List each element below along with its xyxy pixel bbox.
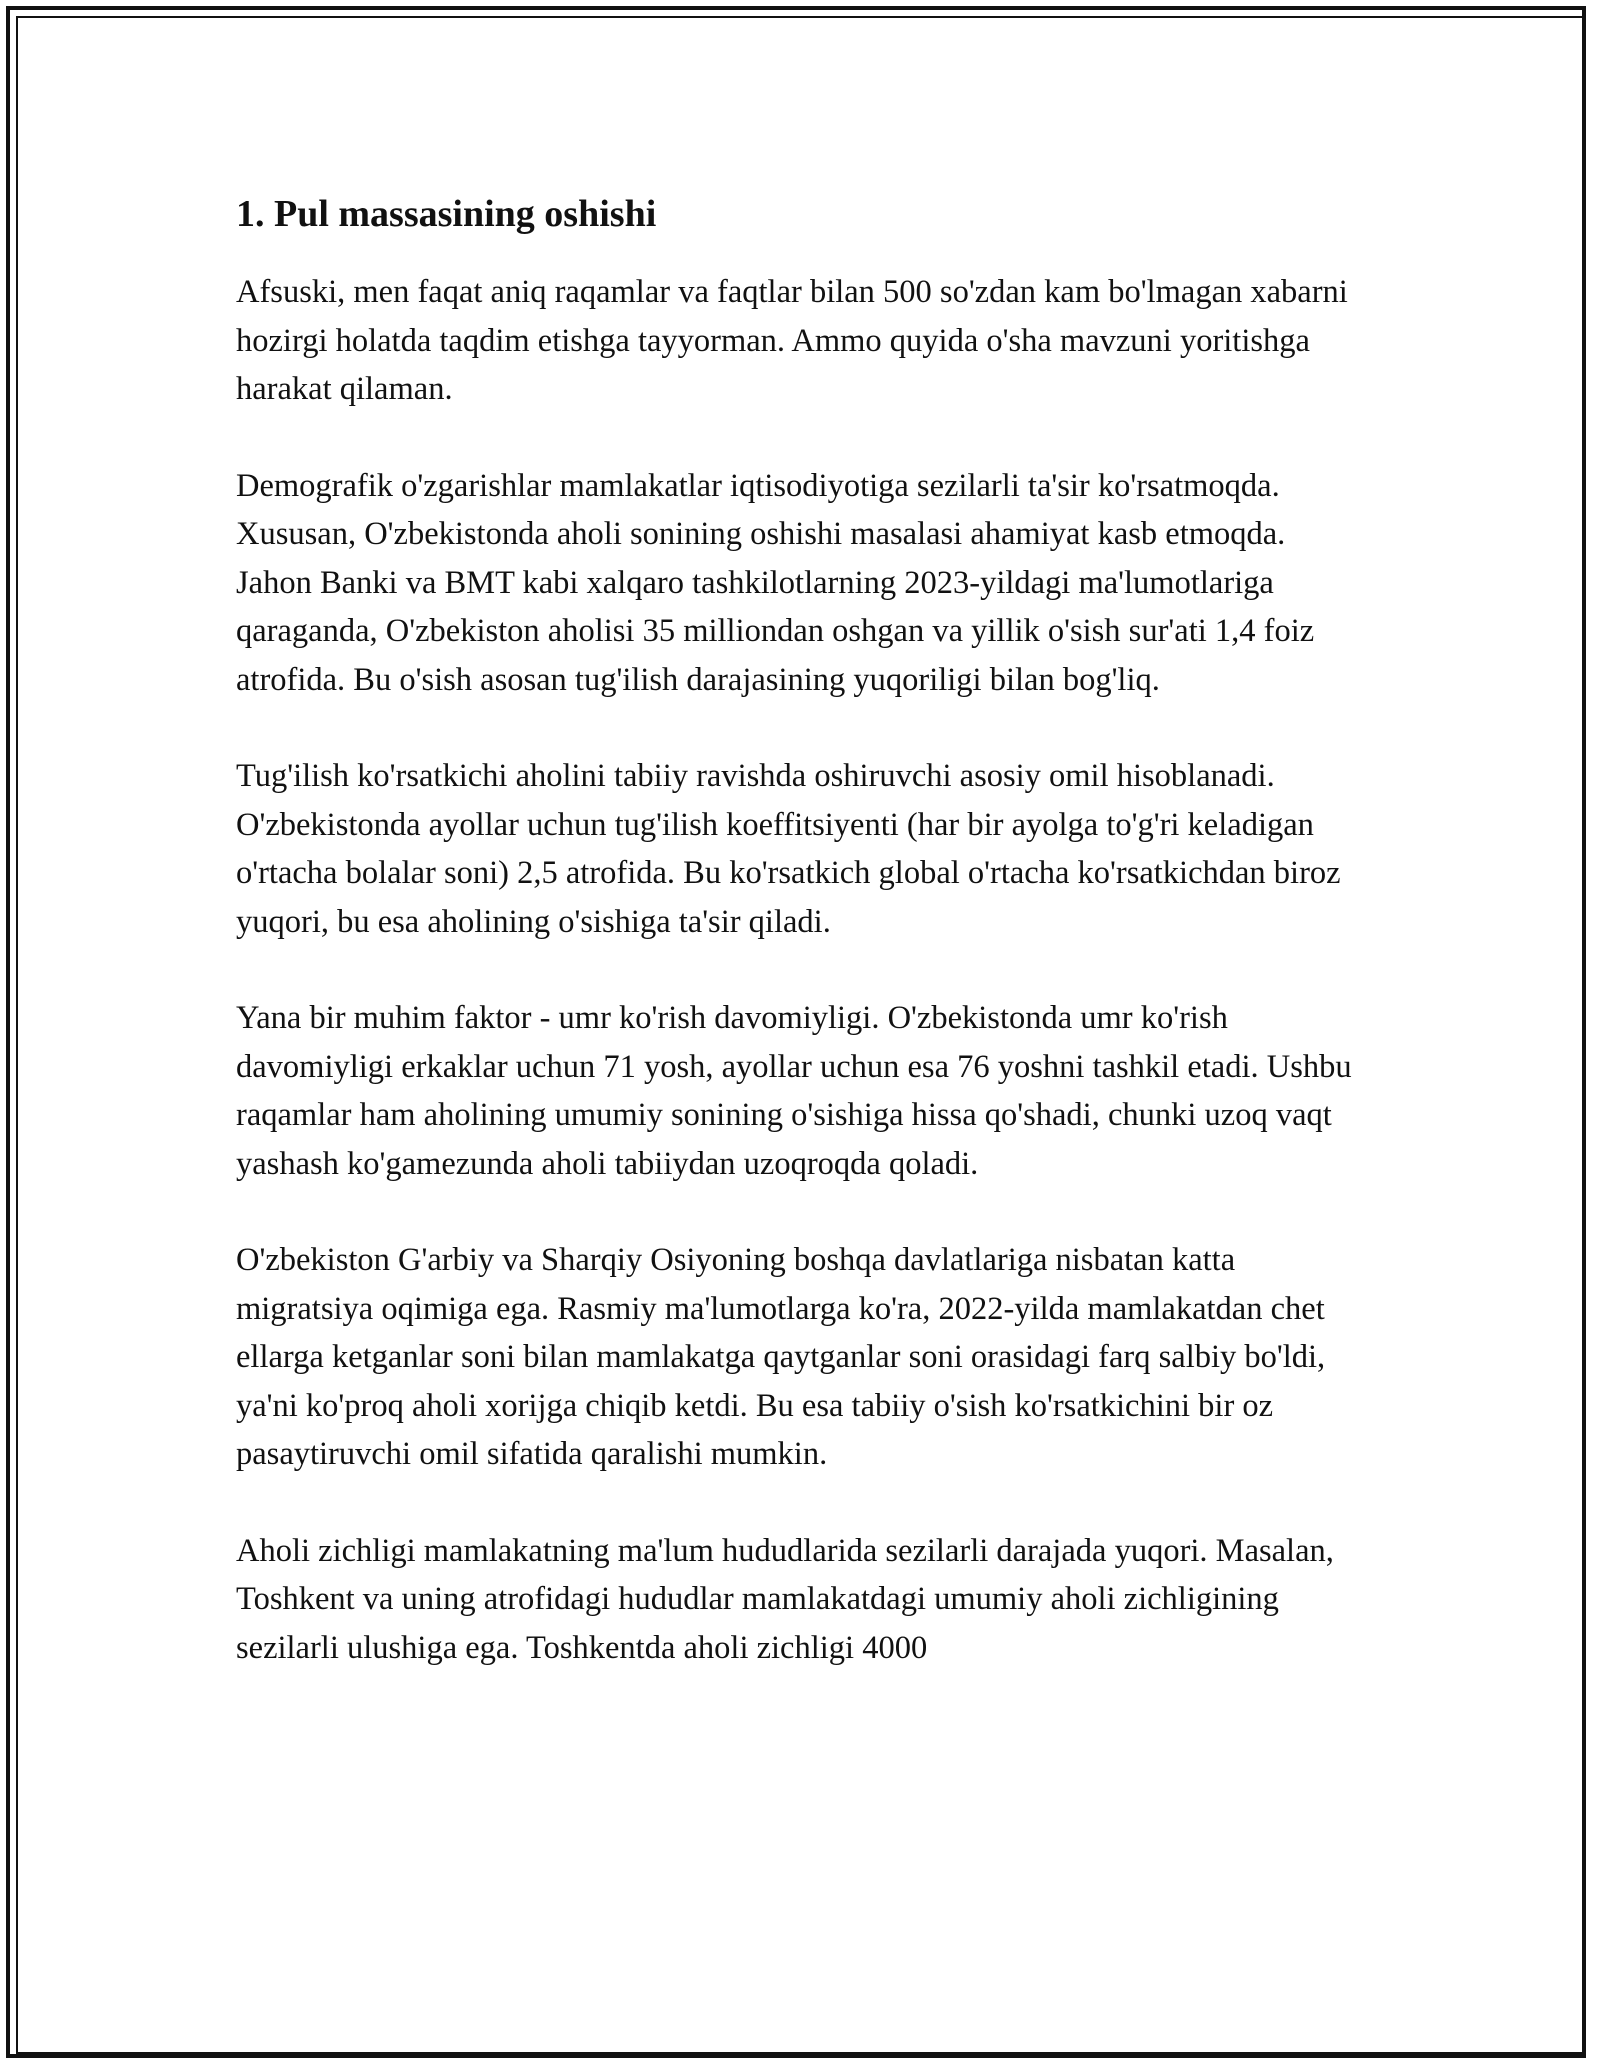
paragraph-birth-rate: Tug'ilish ko'rsatkichi aholini tabiiy ravishda oshiruvchi asosiy omil hisoblanadi. O'zbekistonda ayollar uchun tug'ilish koeffitsiyenti (har bir ayolga to'g'ri keladigan o'rtacha bolalar soni) 2,5 atrofida. Bu ko'rsatkich global o'rtacha ko'rsatkichdan biroz yuqori, bu esa aholining o'sishiga ta'sir qiladi. bbox=[236, 758, 1341, 940]
paragraph-population-density: Aholi zichligi mamlakatning ma'lum hududlarida sezilarli darajada yuqori. Masalan, Toshkent va uning atrofidagi hududlar mamlakatdagi umumiy aholi zichligining sezilarli ulushiga ega. Toshkentda aholi zichligi 4000 bbox=[236, 1532, 1334, 1666]
paragraph-migration: O'zbekiston G'arbiy va Sharqiy Osiyoning boshqa davlatlariga nisbatan katta migratsiya oqimiga ega. Rasmiy ma'lumotlarga ko'ra, 2022-yilda mamlakatdan chet ellarga ketganlar soni bilan mamlakatga qaytganlar soni orasidagi farq salbiy bo'ldi, ya'ni ko'proq aholi xorijga chiqib ketdi. Bu esa tabiiy o'sish ko'rsatkichini bir oz pasaytiruvchi omil sifatida qaralishi mumkin. bbox=[236, 1242, 1326, 1472]
paragraph-intro: Afsuski, men faqat aniq raqamlar va faqtlar bilan 500 so'zdan kam bo'lmagan xabarni hozirgi holatda taqdim etishga tayyorman. Ammo quyida o'sha mavzuni yoritishga harakat qilaman. bbox=[236, 274, 1348, 407]
paragraph-demographic-changes: Demografik o'zgarishlar mamlakatlar iqtisodiyotiga sezilarli ta'sir ko'rsatmoqda. Xususan, O'zbekistonda aholi sonining oshishi masalasi ahamiyat kasb etmoqda. Jahon Banki va BMT kabi xalqaro tashkilotlarning 2023-yildagi ma'lumotlariga qaraganda, O'zbekiston aholisi 35 milliondan oshgan va yillik o'sish sur'ati 1,4 foiz atrofida. Bu o'sish asosan tug'ilish darajasining yuqoriligi bilan bog'liq. bbox=[236, 467, 1315, 698]
paragraph-life-expectancy: Yana bir muhim faktor - umr ko'rish davomiyligi. O'zbekistonda umr ko'rish davomiyligi erkaklar uchun 71 yosh, ayollar uchun esa 76 yoshni tashkil etadi. Ushbu raqamlar ham aholining umumiy sonining o'sishiga hissa qo'shadi, chunki uzoq vaqt yashash ko'gamezunda aholi tabiiydan uzoqroqda qoladi. bbox=[236, 1000, 1352, 1182]
document-body bbox=[236, 186, 1366, 1672]
section-heading: 1. Pul massasining oshishi bbox=[236, 193, 657, 235]
